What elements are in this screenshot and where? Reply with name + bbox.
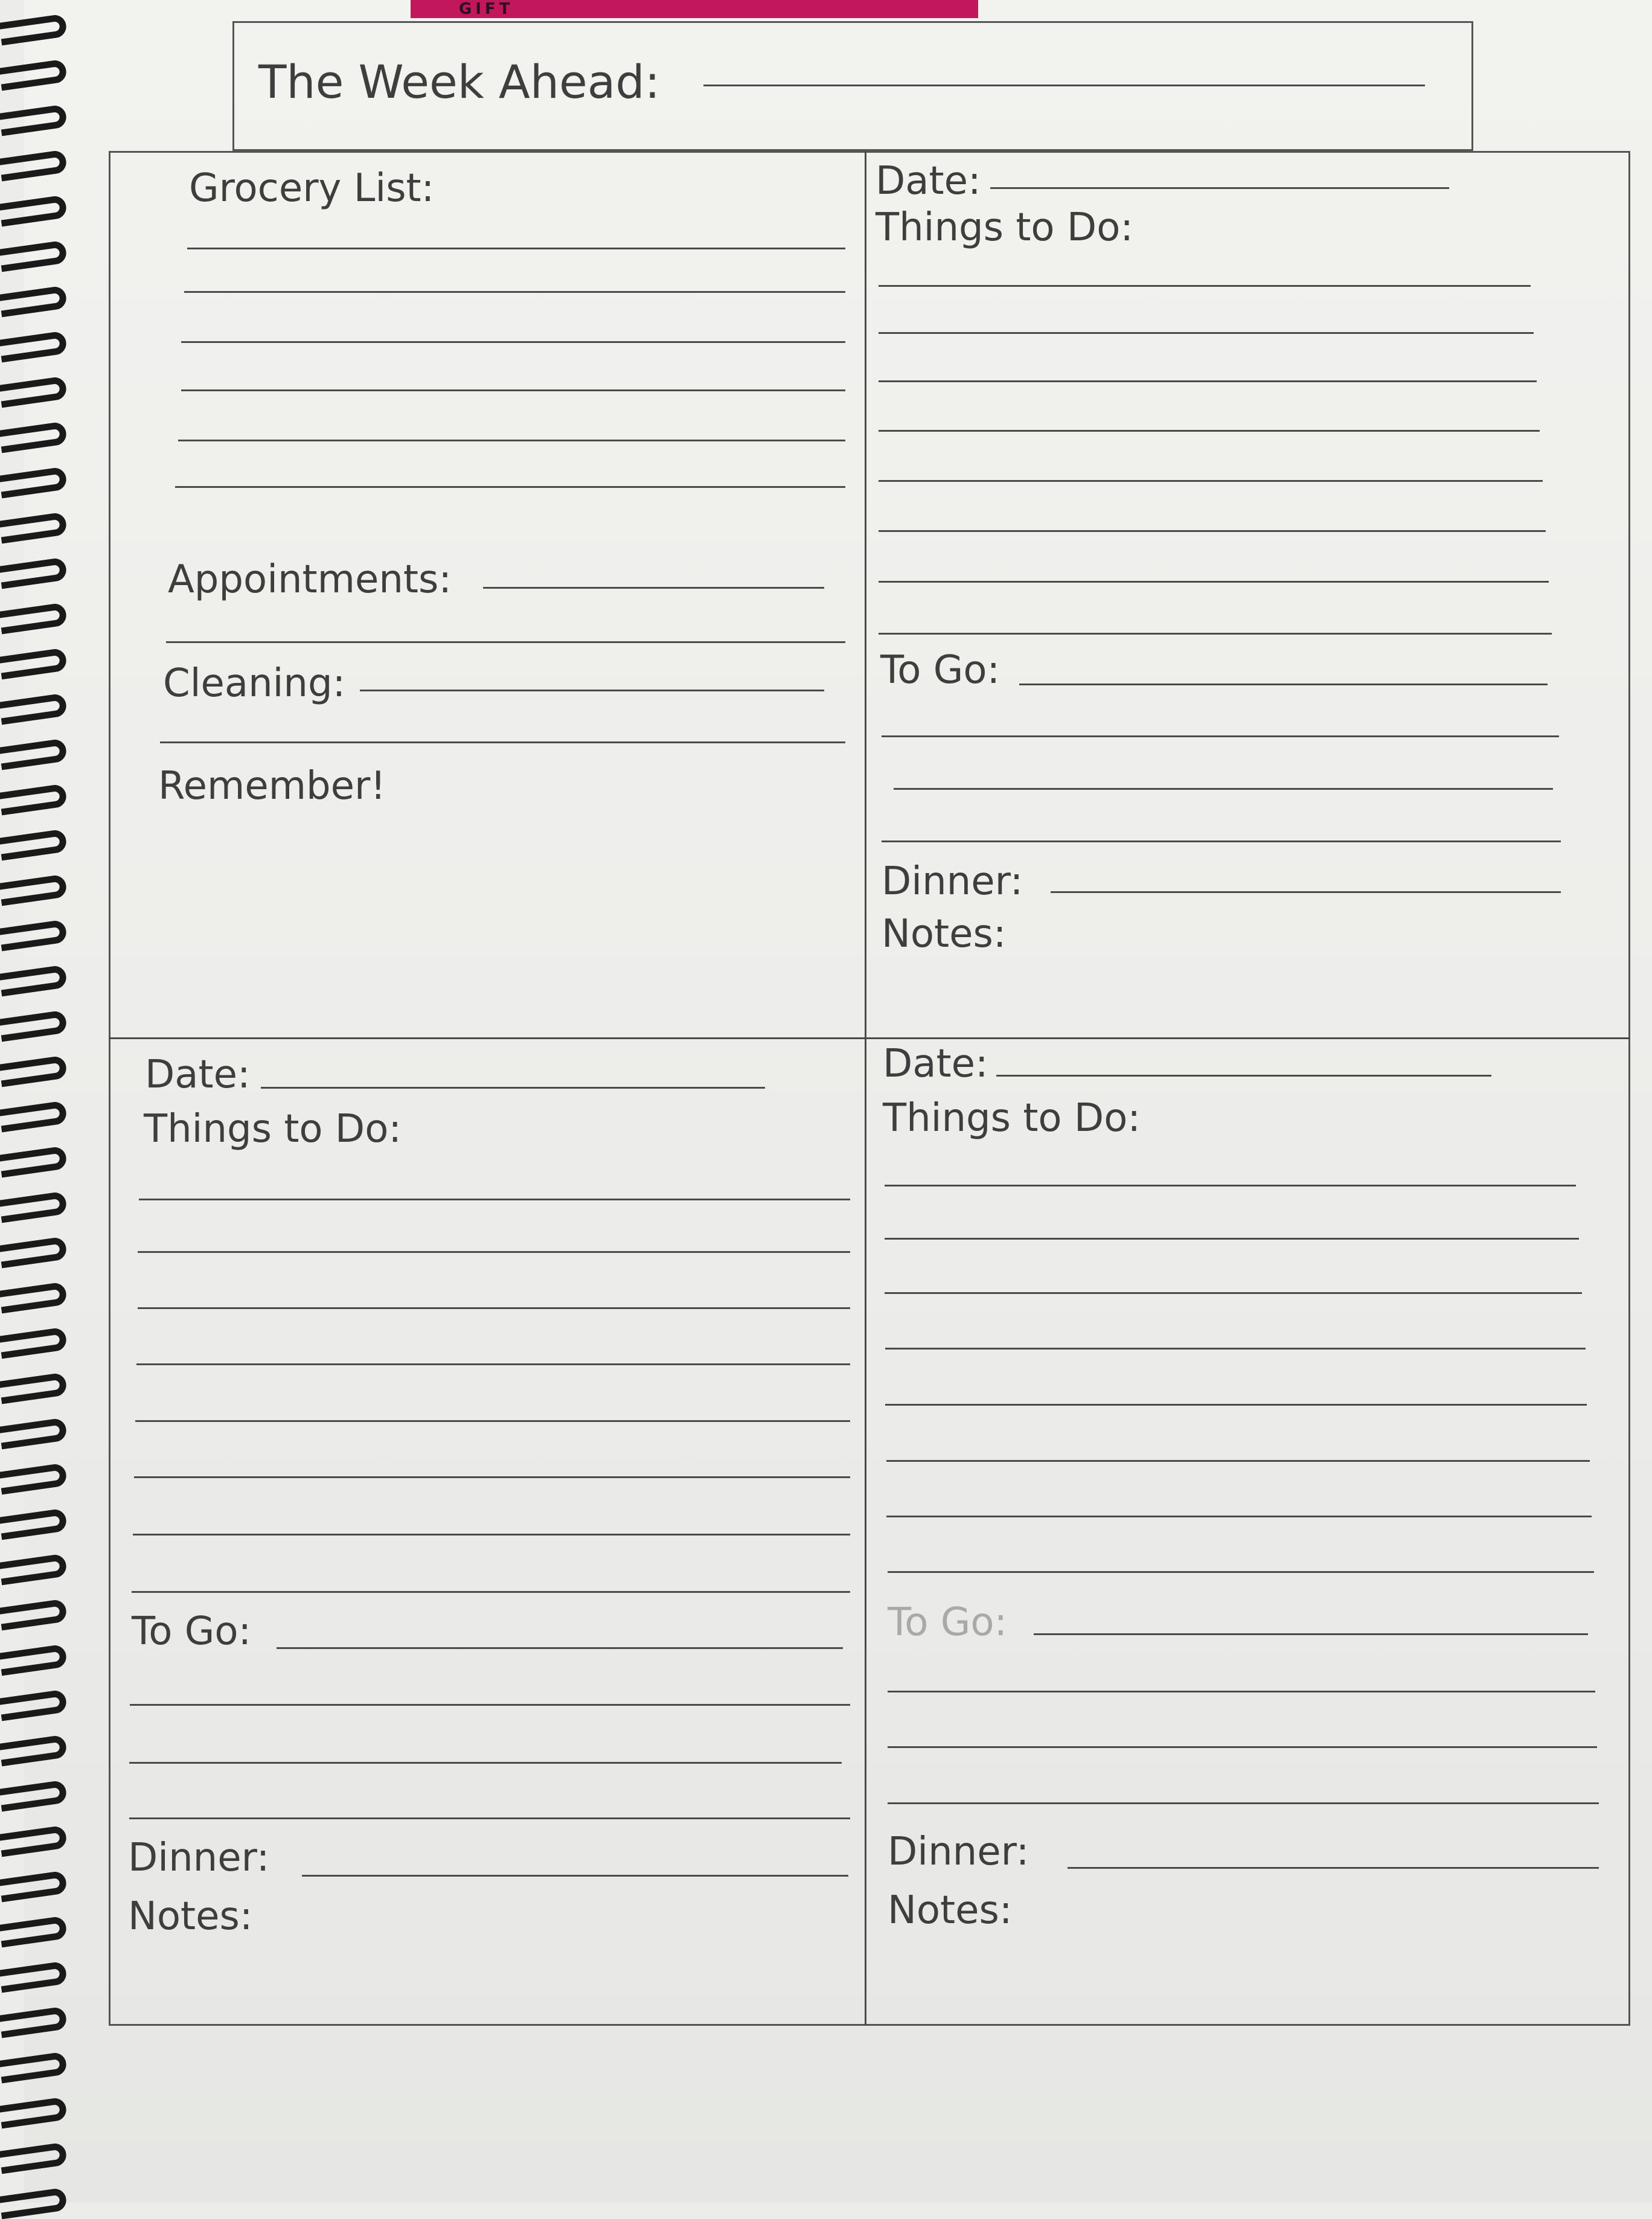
spiral-coil: [0, 2097, 68, 2129]
grocery-line[interactable]: [175, 486, 845, 488]
spiral-coil: [0, 1644, 68, 1676]
to-go-line[interactable]: [1019, 684, 1548, 685]
to-go-line[interactable]: [1034, 1633, 1588, 1635]
spiral-coil: [0, 467, 68, 499]
spiral-coil: [0, 14, 68, 46]
spiral-coil: [0, 1101, 68, 1133]
things-to-do-label: Things to Do:: [883, 1096, 1141, 1141]
date-label: Date:: [883, 1042, 988, 1086]
spiral-coil: [0, 1191, 68, 1223]
to-go-line[interactable]: [277, 1647, 843, 1649]
remember-label: Remember!: [158, 764, 386, 809]
todo-line[interactable]: [134, 1476, 850, 1478]
todo-line[interactable]: [885, 1185, 1576, 1186]
notes-label: Notes:: [882, 912, 1007, 956]
to-go-line[interactable]: [129, 1762, 842, 1764]
spiral-coil: [0, 1010, 68, 1042]
to-go-line[interactable]: [888, 1802, 1599, 1804]
week-ahead-line[interactable]: [703, 85, 1425, 86]
todo-line[interactable]: [879, 430, 1540, 432]
grocery-line[interactable]: [187, 248, 845, 249]
spiral-coil: [0, 240, 68, 272]
week-ahead-title: The Week Ahead:: [258, 55, 661, 109]
spiral-coil: [0, 648, 68, 680]
spiral-coil: [0, 59, 68, 91]
spiral-coil: [0, 1055, 68, 1087]
spiral-coil: [0, 1372, 68, 1404]
cleaning-label: Cleaning:: [163, 661, 346, 706]
dinner-line[interactable]: [1051, 891, 1561, 893]
spiral-coil: [0, 738, 68, 770]
spiral-coil: [0, 421, 68, 453]
todo-line[interactable]: [132, 1591, 850, 1593]
spiral-coil: [0, 376, 68, 408]
todo-line[interactable]: [138, 1307, 850, 1309]
spiral-coil: [0, 1282, 68, 1314]
todo-line[interactable]: [879, 380, 1537, 382]
todo-line[interactable]: [885, 1404, 1587, 1406]
todo-line[interactable]: [139, 1199, 850, 1200]
spiral-coil: [0, 286, 68, 318]
date-line[interactable]: [996, 1075, 1491, 1077]
things-to-do-label: Things to Do:: [144, 1107, 402, 1151]
dinner-label: Dinner:: [882, 859, 1023, 904]
spiral-coil: [0, 1327, 68, 1359]
to-go-line[interactable]: [882, 735, 1559, 737]
todo-line[interactable]: [135, 1420, 850, 1422]
spiral-coil: [0, 195, 68, 227]
todo-line[interactable]: [885, 1292, 1582, 1294]
to-go-line[interactable]: [888, 1746, 1597, 1748]
spiral-coil: [0, 1508, 68, 1540]
appointments-label: Appointments:: [168, 557, 452, 602]
notebook-tab-text: GIFT: [459, 0, 514, 18]
notes-label: Notes:: [128, 1894, 253, 1939]
spiral-coil: [0, 693, 68, 725]
spiral-coil: [0, 2188, 68, 2219]
spiral-coil: [0, 1237, 68, 1269]
spiral-coil: [0, 1916, 68, 1948]
dinner-label: Dinner:: [888, 1830, 1029, 1874]
dinner-line[interactable]: [1068, 1867, 1599, 1869]
spiral-coil: [0, 603, 68, 635]
todo-line[interactable]: [879, 332, 1534, 334]
to-go-line[interactable]: [129, 1817, 850, 1819]
spiral-coil: [0, 1961, 68, 1993]
grocery-line[interactable]: [184, 291, 845, 293]
to-go-label: To Go:: [888, 1600, 1008, 1645]
spiral-coil: [0, 331, 68, 363]
todo-line[interactable]: [879, 480, 1543, 482]
spiral-coil: [0, 512, 68, 544]
spiral-coil: [0, 1554, 68, 1586]
spiral-coil: [0, 1463, 68, 1495]
notes-label: Notes:: [888, 1888, 1013, 1933]
todo-line[interactable]: [879, 581, 1549, 583]
to-go-label: To Go:: [132, 1609, 252, 1654]
grid-divider-horizontal: [109, 1037, 1630, 1039]
date-line[interactable]: [261, 1087, 765, 1089]
todo-line[interactable]: [886, 1460, 1590, 1462]
todo-line[interactable]: [133, 1534, 850, 1535]
date-line[interactable]: [990, 187, 1449, 189]
todo-line[interactable]: [879, 285, 1531, 287]
todo-line[interactable]: [879, 530, 1546, 532]
spiral-coil: [0, 557, 68, 589]
spiral-coil: [0, 150, 68, 182]
todo-line[interactable]: [888, 1571, 1594, 1573]
spiral-coil: [0, 1418, 68, 1450]
dinner-label: Dinner:: [128, 1836, 270, 1880]
spiral-coil: [0, 1871, 68, 1903]
cleaning-line[interactable]: [360, 690, 824, 691]
spiral-coil: [0, 1146, 68, 1178]
spiral-coil: [0, 920, 68, 952]
spiral-coil: [0, 784, 68, 816]
grocery-line[interactable]: [181, 341, 845, 343]
grocery-line[interactable]: [178, 440, 845, 441]
to-go-line[interactable]: [894, 788, 1553, 790]
things-to-do-label: Things to Do:: [876, 205, 1133, 250]
cleaning-line[interactable]: [160, 741, 845, 743]
spiral-coil: [0, 874, 68, 906]
todo-line[interactable]: [136, 1363, 850, 1365]
spiral-coil: [0, 2142, 68, 2174]
spiral-coil: [0, 965, 68, 997]
to-go-label: To Go:: [880, 648, 1000, 693]
spiral-coil: [0, 2052, 68, 2084]
appointments-line[interactable]: [483, 587, 824, 589]
appointments-line[interactable]: [166, 641, 845, 643]
todo-line[interactable]: [885, 1238, 1579, 1240]
grid-divider-vertical: [865, 151, 866, 2026]
to-go-line[interactable]: [888, 1691, 1595, 1692]
spiral-coil: [0, 1825, 68, 1857]
date-label: Date:: [145, 1052, 251, 1097]
todo-line[interactable]: [885, 1348, 1586, 1350]
to-go-line[interactable]: [130, 1704, 850, 1706]
date-label: Date:: [876, 159, 981, 203]
spiral-coil: [0, 1599, 68, 1631]
grocery-line[interactable]: [181, 389, 845, 391]
spiral-coil: [0, 1689, 68, 1721]
spiral-coil: [0, 1780, 68, 1812]
todo-line[interactable]: [886, 1516, 1592, 1517]
to-go-line[interactable]: [882, 841, 1561, 842]
dinner-line[interactable]: [302, 1875, 848, 1877]
spiral-binding: [0, 0, 72, 2203]
spiral-coil: [0, 1735, 68, 1767]
spiral-coil: [0, 104, 68, 136]
grocery-list-label: Grocery List:: [189, 166, 435, 211]
spiral-coil: [0, 2006, 68, 2038]
todo-line[interactable]: [879, 633, 1552, 635]
todo-line[interactable]: [138, 1251, 850, 1253]
spiral-coil: [0, 829, 68, 861]
